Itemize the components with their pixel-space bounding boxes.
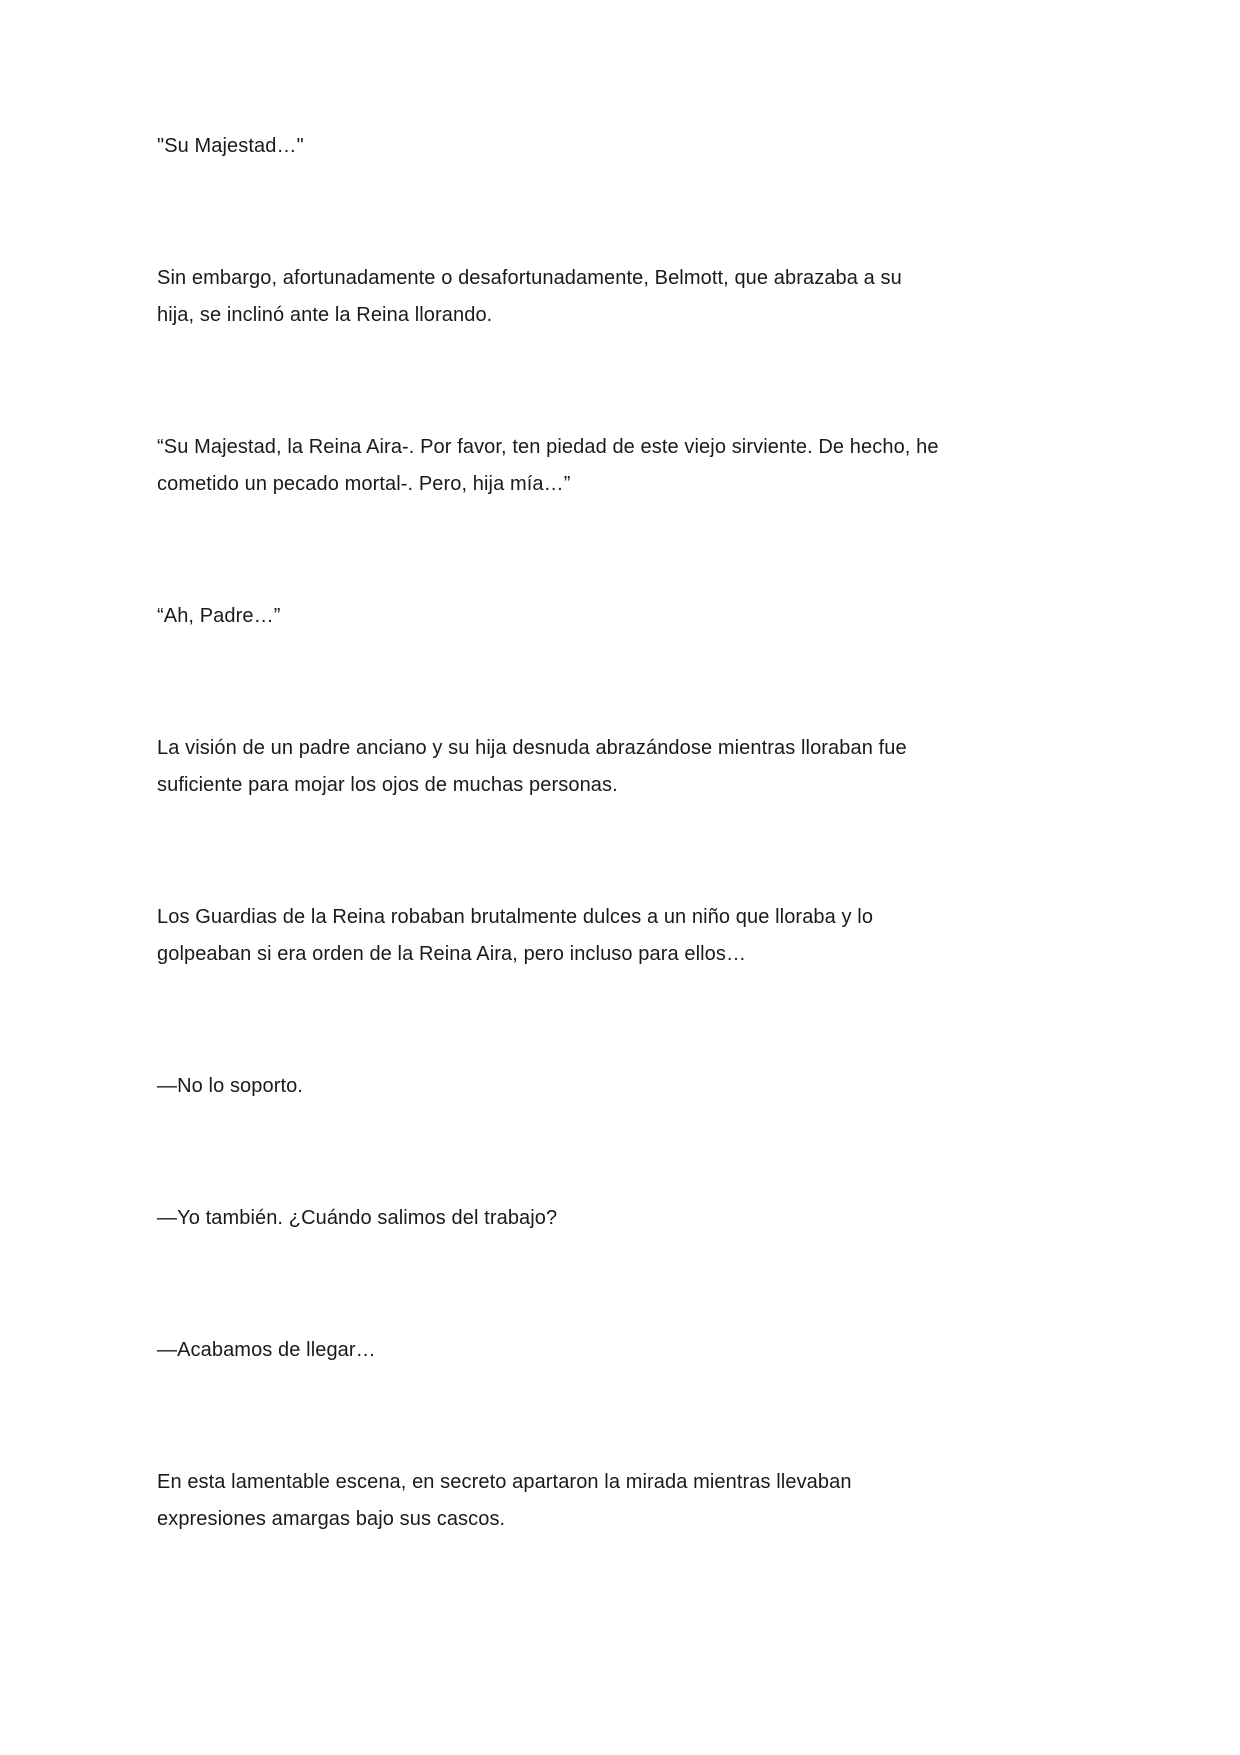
text-line: hija, se inclinó ante la Reina llorando. (157, 304, 493, 326)
text-line: cometido un pecado mortal-. Pero, hija mía…” (157, 473, 571, 495)
paragraph (157, 598, 1080, 635)
text-line: —Acabamos de llegar… (157, 1339, 376, 1361)
text-line: suficiente para mojar los ojos de muchas personas. (157, 774, 618, 796)
text-line: “Ah, Padre…” (157, 605, 281, 627)
text-line: golpeaban si era orden de la Reina Aira, pero incluso para ellos… (157, 943, 747, 965)
paragraph (157, 429, 1080, 503)
text-line: "Su Majestad…" (157, 135, 304, 157)
text-line: Los Guardias de la Reina robaban brutalmente dulces a un niño que lloraba y lo (157, 906, 874, 928)
paragraph (157, 1464, 1080, 1538)
text-line: “Su Majestad, la Reina Aira-. Por favor, ten piedad de este viejo sirviente. De hecho, he (157, 436, 939, 458)
text-line: La visión de un padre anciano y su hija desnuda abrazándose mientras lloraban fue (157, 737, 907, 759)
paragraph (157, 1332, 1080, 1369)
paragraph (157, 730, 1080, 804)
paragraph (157, 899, 1080, 973)
text-line: —Yo también. ¿Cuándo salimos del trabajo? (157, 1207, 558, 1229)
text-line: Sin embargo, afortunadamente o desafortunadamente, Belmott, que abrazaba a su (157, 267, 902, 289)
paragraph (157, 1068, 1080, 1105)
paragraph (157, 128, 1080, 165)
text-line: En esta lamentable escena, en secreto apartaron la mirada mientras llevaban (157, 1471, 852, 1493)
text-line: —No lo soporto. (157, 1075, 304, 1097)
document-body (157, 128, 1080, 1538)
paragraph (157, 1200, 1080, 1237)
text-line: expresiones amargas bajo sus cascos. (157, 1508, 506, 1530)
paragraph (157, 260, 1080, 334)
